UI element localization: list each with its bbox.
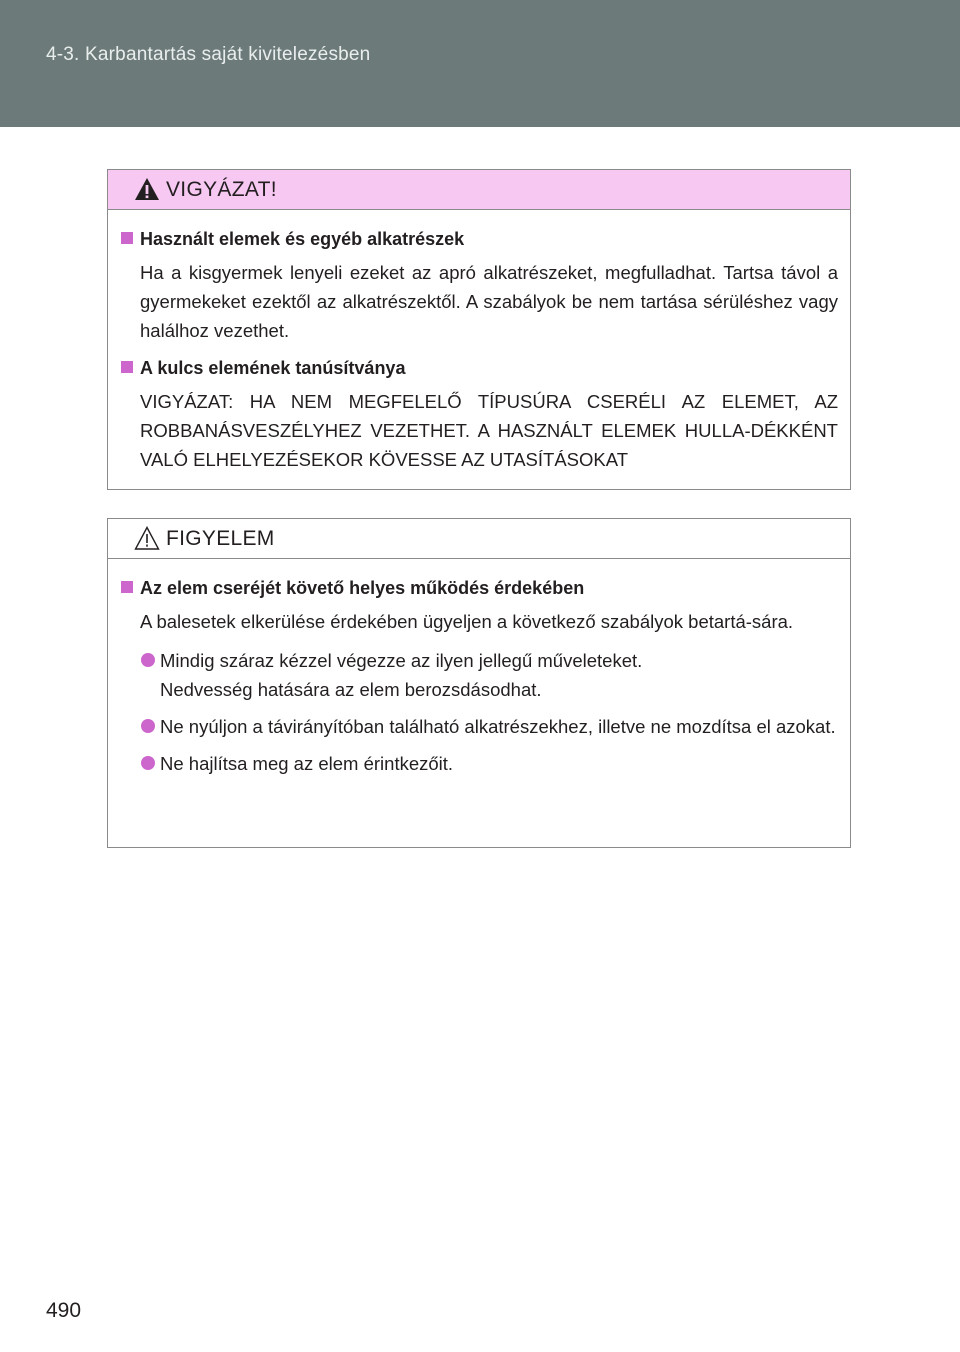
item-title-text: Használt elemek és egyéb alkatrészek [140,229,465,249]
square-bullet-icon [121,232,133,244]
circle-bullet-icon [141,653,155,667]
item-title-text: Az elem cseréjét követő helyes működés érdekében [140,578,585,598]
page-header [0,0,960,127]
list-item-text: Mindig száraz kézzel végezze az ilyen jellegű műveleteket. [160,650,643,671]
warning-box [107,169,851,490]
section-title: 4-3. Karbantartás saját kivitelezésben [46,44,371,65]
caution-box [107,518,851,848]
page-number: 490 [46,1299,82,1322]
list-item [118,646,840,704]
list-item-text: Ne hajlítsa meg az elem érintkezőit. [160,753,454,774]
item-text: Ha a kisgyermek lenyeli ezeket az apró alkatrészeket, megfulladhat. Tartsa távol a gyermekeket ezektől az alkatrészektől. A szabályok be nem tartása sérüléshez vagy halálhoz vezethet. [140,262,838,341]
caution-icon [134,526,160,550]
circle-bullet-icon [141,756,155,770]
circle-bullet-icon [141,719,155,733]
caution-header [108,519,850,559]
warning-header [108,170,850,210]
list-item-text: Ne nyúljon a távirányítóban található alkatrészekhez, illetve ne mozdítsa el azokat. [160,716,836,737]
square-bullet-icon [121,581,133,593]
warning-title: VIGYÁZAT! [166,178,277,201]
item-title [118,575,840,601]
item-text: VIGYÁZAT: HA NEM MEGFELELŐ TÍPUSÚRA CSERÉLI AZ ELEMET, AZ ROBBANÁSVESZÉLYHEZ VEZETHET. A HASZNÁLT ELEMEK HULLA-DÉKKÉNT VALÓ ELHELYEZÉSEKOR KÖVESSE AZ UTASÍTÁSOKAT [140,391,838,470]
list-item-note: Nedvesség hatására az elem berozsdásodhat. [160,679,542,700]
caution-title: FIGYELEM [166,527,275,550]
warning-icon [134,177,160,201]
list-item [118,749,840,778]
list-item [118,712,840,741]
square-bullet-icon [121,361,133,373]
item-title [118,355,840,381]
item-text: A balesetek elkerülése érdekében ügyeljen a következő szabályok betartá-sára. [140,611,794,632]
item-title [118,226,840,252]
item-title-text: A kulcs elemének tanúsítványa [140,358,406,378]
